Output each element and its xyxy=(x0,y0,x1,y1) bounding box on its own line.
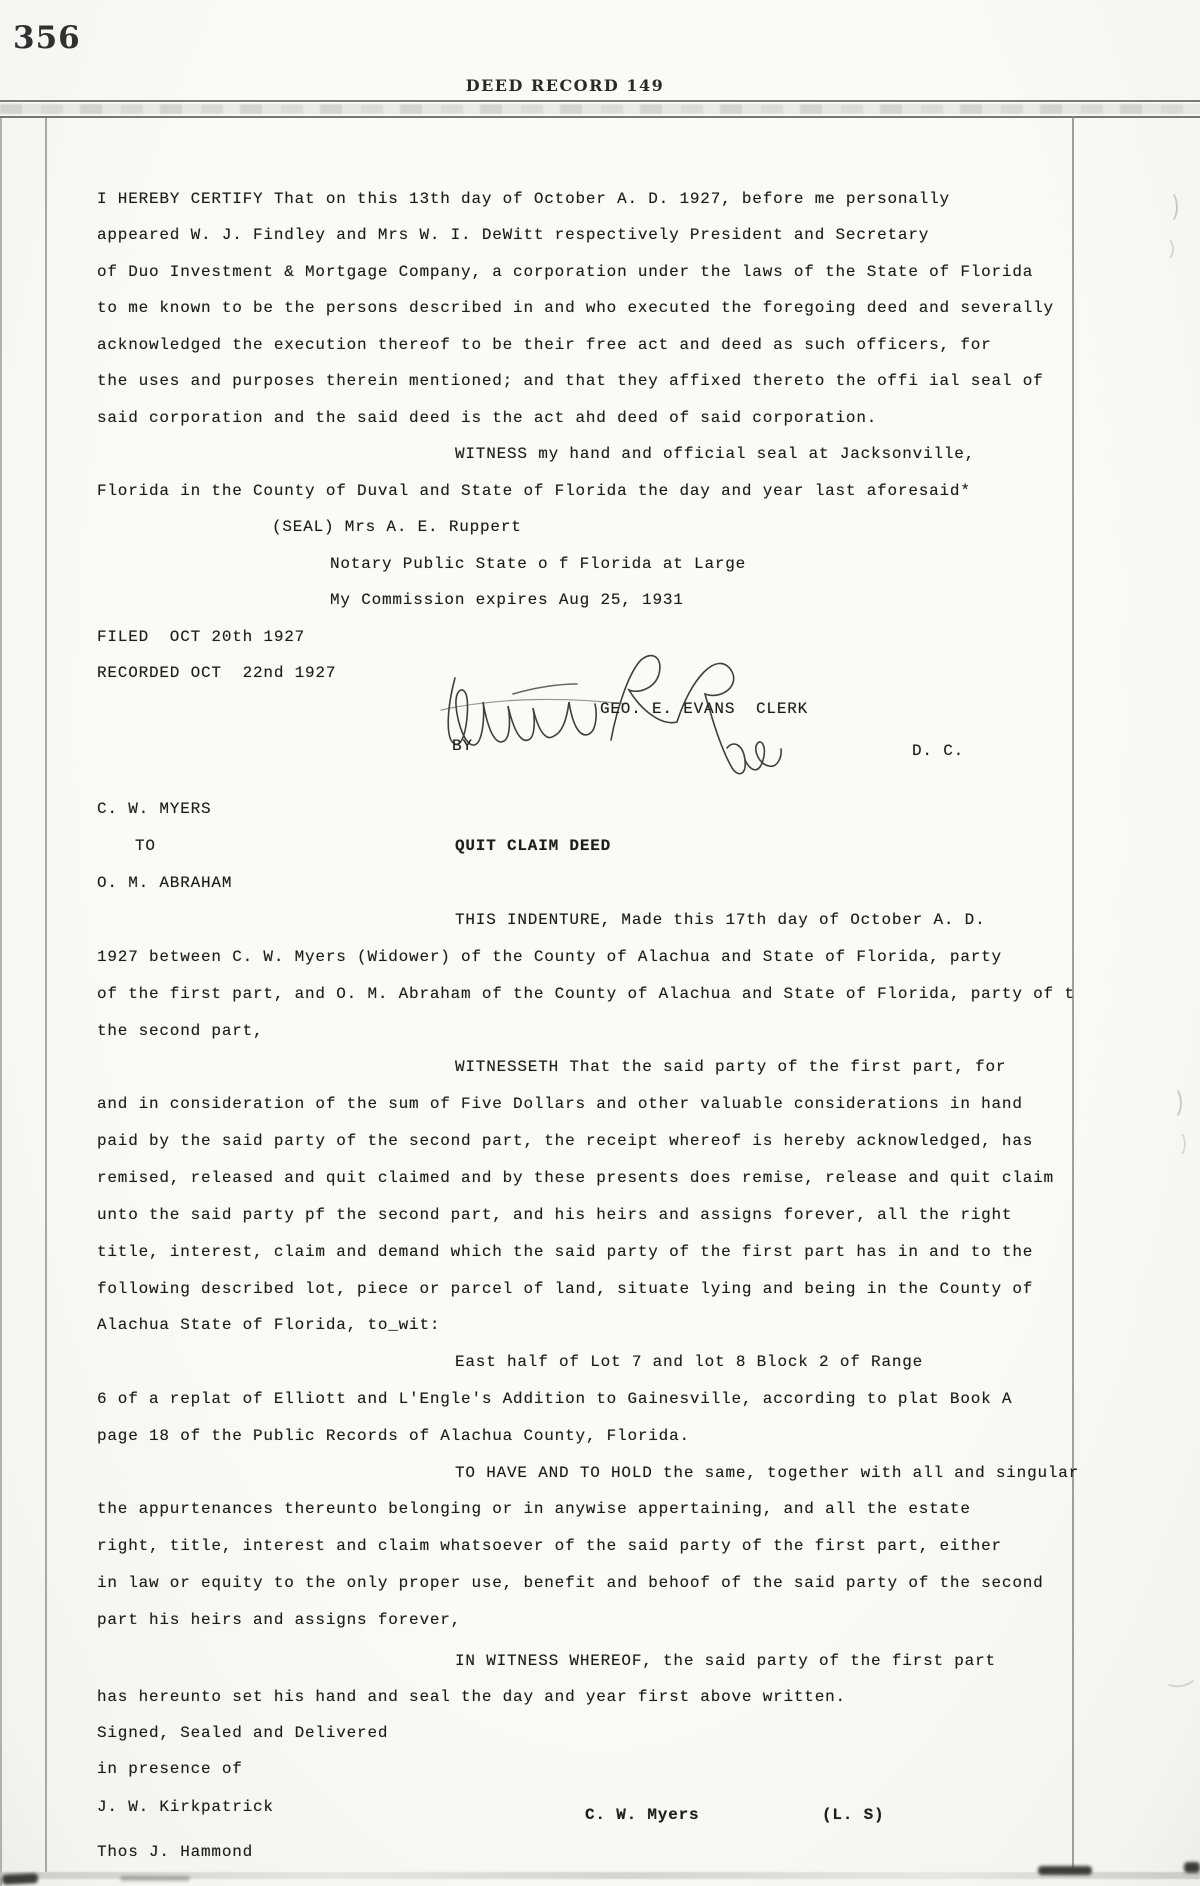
document-line: page 18 of the Public Records of Alachua County, Florida. xyxy=(97,1427,690,1445)
document-line: East half of Lot 7 and lot 8 Block 2 of Range xyxy=(455,1353,924,1371)
page-header-title: DEED RECORD 149 xyxy=(465,76,665,95)
document-line: said corporation and the said deed is the act ahd deed of said corporation. xyxy=(97,409,878,427)
scan-artifact-curl xyxy=(1166,1130,1186,1158)
scan-artifact-curl xyxy=(1162,1086,1182,1120)
document-line: QUIT CLAIM DEED xyxy=(455,837,612,855)
document-line: My Commission expires Aug 25, 1931 xyxy=(330,591,684,609)
scan-artifact-curl xyxy=(1162,1664,1199,1690)
scan-artifact-curl xyxy=(1154,236,1174,262)
document-line: Thos J. Hammond xyxy=(97,1843,254,1861)
document-line: D. C. xyxy=(912,742,965,760)
document-line: FILED OCT 20th 1927 xyxy=(97,628,306,646)
scan-smudge xyxy=(1038,1866,1092,1875)
document-line: has hereunto set his hand and seal the day and year first above written. xyxy=(97,1688,846,1706)
scan-artifact-curl xyxy=(1158,190,1178,224)
document-line: TO HAVE AND TO HOLD the same, together with all and singular xyxy=(455,1464,1080,1482)
document-line: C. W. Myers xyxy=(585,1806,700,1824)
ledger-rule-band xyxy=(0,104,1200,114)
document-line: TO xyxy=(135,837,156,855)
document-line: BY xyxy=(452,737,473,755)
document-line: RECORDED OCT 22nd 1927 xyxy=(97,664,337,682)
clerk-signature xyxy=(425,648,805,788)
document-line: GEO. E. EVANS CLERK xyxy=(600,700,809,718)
document-line: unto the said party pf the second part, and his heirs and assigns forever, all the right xyxy=(97,1206,1013,1224)
scan-smudge xyxy=(1184,1862,1200,1873)
document-line: I HEREBY CERTIFY That on this 13th day of October A. D. 1927, before me personally xyxy=(97,190,950,208)
document-line: and in consideration of the sum of Five Dollars and other valuable considerations in hand xyxy=(97,1095,1023,1113)
document-line: the uses and purposes therein mentioned; and that they affixed thereto the offi ial seal of xyxy=(97,372,1044,390)
document-line: (SEAL) Mrs A. E. Ruppert xyxy=(272,518,522,536)
document-line: right, title, interest and claim whatsoever of the said party of the first part, either xyxy=(97,1537,1002,1555)
document-line: of Duo Investment & Mortgage Company, a corporation under the laws of the State of Florida xyxy=(97,263,1034,281)
document-line: in presence of xyxy=(97,1760,243,1778)
document-line: remised, released and quit claimed and by these presents does remise, release and quit claim xyxy=(97,1169,1054,1187)
document-line: IN WITNESS WHEREOF, the said party of the first part xyxy=(455,1652,996,1670)
document-line: of the first part, and O. M. Abraham of the County of Alachua and State of Florida, party of t xyxy=(97,985,1075,1003)
page-number: 356 xyxy=(13,20,81,56)
document-line: WITNESS my hand and official seal at Jacksonville, xyxy=(455,445,976,463)
document-line: part his heirs and assigns forever, xyxy=(97,1611,462,1629)
document-line: acknowledged the execution thereof to be their free act and deed as such officers, for xyxy=(97,336,992,354)
document-line: 1927 between C. W. Myers (Widower) of the County of Alachua and State of Florida, party xyxy=(97,948,1002,966)
document-line: J. W. Kirkpatrick xyxy=(97,1798,274,1816)
document-line: in law or equity to the only proper use, benefit and behoof of the said party of the second xyxy=(97,1574,1044,1592)
document-line: Florida in the County of Duval and State of Florida the day and year last aforesaid* xyxy=(97,482,971,500)
document-line: Signed, Sealed and Delivered xyxy=(97,1724,389,1742)
document-line: the appurtenances thereunto belonging or in anywise appertaining, and all the estate xyxy=(97,1500,971,1518)
document-line: following described lot, piece or parcel of land, situate lying and being in the County of xyxy=(97,1280,1034,1298)
scan-smudge xyxy=(2,1873,38,1885)
document-line: appeared W. J. Findley and Mrs W. I. DeWitt respectively President and Secretary xyxy=(97,226,930,244)
document-line: Alachua State of Florida, to_wit: xyxy=(97,1316,441,1334)
document-line: THIS INDENTURE, Made this 17th day of October A. D. xyxy=(455,911,986,929)
left-margin-rule xyxy=(45,118,47,1872)
document-line: (L. S) xyxy=(822,1806,885,1824)
document-line: C. W. MYERS xyxy=(97,800,212,818)
document-line: paid by the said party of the second part, the receipt whereof is hereby acknowledged, has xyxy=(97,1132,1034,1150)
document-line: WITNESSETH That the said party of the first part, for xyxy=(455,1058,1007,1076)
scan-smudge xyxy=(120,1876,190,1881)
document-line: to me known to be the persons described in and who executed the foregoing deed and severally xyxy=(97,299,1054,317)
document-line: O. M. ABRAHAM xyxy=(97,874,233,892)
document-line: the second part, xyxy=(97,1022,264,1040)
document-line: title, interest, claim and demand which the said party of the first part has in and to the xyxy=(97,1243,1034,1261)
page-left-edge-line xyxy=(0,118,2,1886)
document-line: 6 of a replat of Elliott and L'Engle's Addition to Gainesville, according to plat Book A xyxy=(97,1390,1013,1408)
ledger-top-rule xyxy=(0,100,1200,102)
document-line: Notary Public State o f Florida at Large xyxy=(330,555,747,573)
ledger-top-rule-lower xyxy=(0,116,1200,118)
